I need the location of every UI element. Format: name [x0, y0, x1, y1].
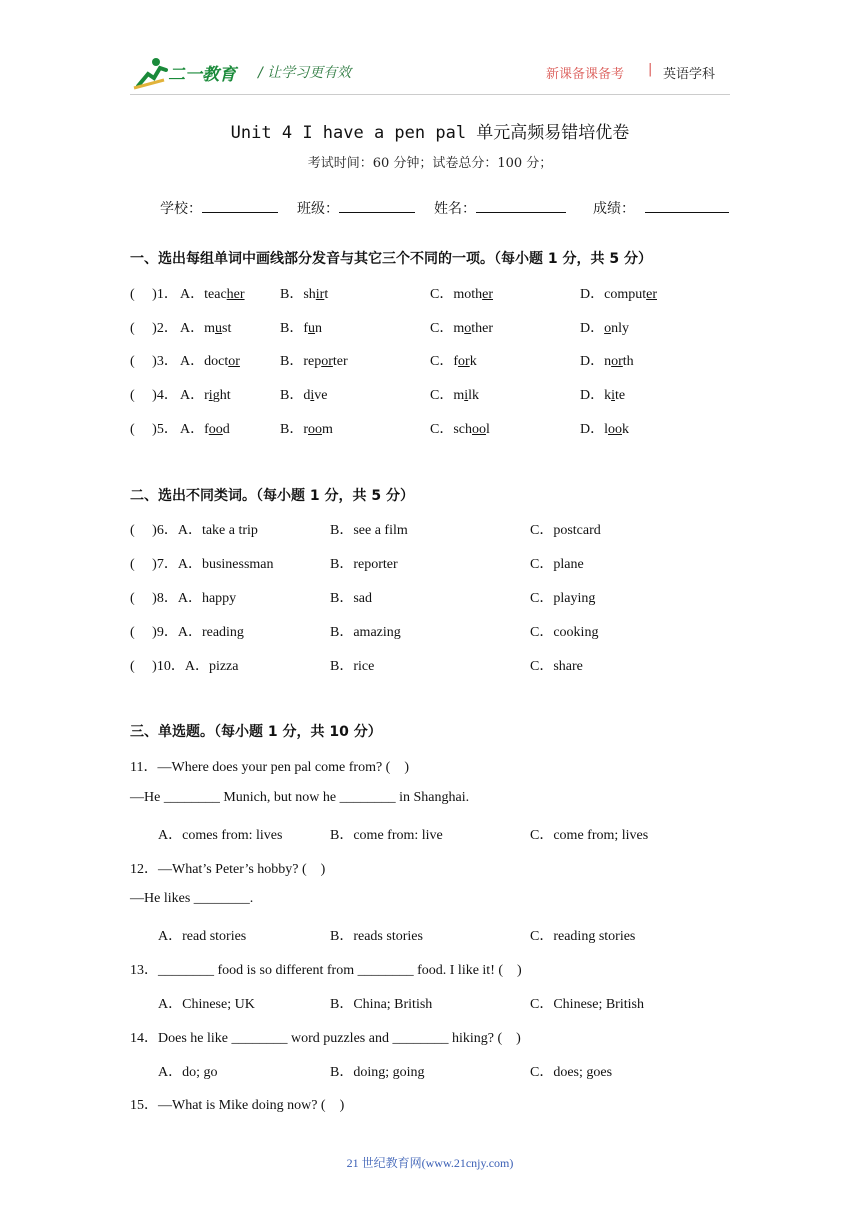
school-label: 学校： — [160, 201, 202, 217]
option-d: D．computer — [580, 287, 658, 302]
question-5-number: ( )5． — [130, 422, 178, 437]
class-field[interactable] — [297, 198, 415, 218]
header-subject: 英语学科 — [663, 67, 716, 82]
header-tagline: 新课备课备考 — [546, 67, 625, 82]
option-a: A．comes from: lives — [158, 828, 283, 843]
option-d: D．kite — [580, 388, 626, 403]
question-9: ( )9．A．reading — [130, 625, 244, 640]
question-4-number: ( )4． — [130, 388, 178, 403]
question-8: ( )8．A．happy — [130, 591, 237, 606]
question-6: ( )6．A．take a trip — [130, 523, 258, 538]
header-divider — [130, 94, 730, 95]
runner-logo-icon — [130, 56, 170, 90]
option-d: D．only — [580, 321, 630, 336]
score-field[interactable] — [593, 198, 729, 218]
name-field[interactable] — [434, 198, 566, 218]
question-10: ( )10．A．pizza — [130, 659, 239, 674]
option-b: B．dive — [280, 388, 328, 403]
option-b: B．China; British — [330, 997, 433, 1012]
option-b: B．rice — [330, 659, 375, 674]
option-b: B．fun — [280, 321, 323, 336]
name-blank[interactable] — [476, 198, 566, 213]
exam-info: 考试时间：60 分钟；试卷总分：100 分； — [307, 156, 553, 171]
option-c: C．school — [430, 422, 490, 437]
question-12-stem: 12．—What’s Peter’s hobby? ( ) — [130, 862, 326, 877]
score-blank[interactable] — [645, 198, 729, 213]
question-7: ( )7．A．businessman — [130, 557, 274, 572]
question-13-stem: 13．________ food is so different from ________ food. I like it! ( ) — [130, 963, 522, 978]
option-b: B．see a film — [330, 523, 408, 538]
school-field[interactable] — [160, 198, 278, 218]
question-2-number: ( )2． — [130, 321, 178, 336]
option-a: A．doctor — [180, 354, 240, 369]
option-c: C．Chinese; British — [530, 997, 644, 1012]
question-1-number: ( )1． — [130, 287, 178, 302]
question-3-number: ( )3． — [130, 354, 178, 369]
page-title: Unit 4 I have a pen pal 单元高频易错培优卷 — [230, 123, 630, 143]
class-label: 班级： — [297, 201, 339, 217]
option-b: B．amazing — [330, 625, 401, 640]
score-label: 成绩： — [593, 201, 635, 217]
question-14-stem: 14．Does he like ________ word puzzles and ________ hiking? ( ) — [130, 1031, 521, 1046]
option-a: A．do; go — [158, 1065, 218, 1080]
section-2-title: 二、选出不同类词。（每小题 1 分，共 5 分） — [130, 488, 414, 504]
option-d: D．look — [580, 422, 630, 437]
option-c: C．mother — [430, 321, 493, 336]
question-11-line: —He ________ Munich, but now he ________ in Shanghai. — [130, 790, 470, 805]
option-c: C．mother — [430, 287, 494, 302]
option-b: B．come from: live — [330, 828, 443, 843]
option-d: D．north — [580, 354, 634, 369]
option-c: C．fork — [430, 354, 477, 369]
question-12-line: —He likes ________. — [130, 891, 254, 906]
school-blank[interactable] — [202, 198, 278, 213]
option-b: B．doing; going — [330, 1065, 425, 1080]
option-a: A．read stories — [158, 929, 247, 944]
option-b: B．reporter — [330, 557, 398, 572]
section-1-title: 一、选出每组单词中画线部分发音与其它三个不同的一项。（每小题 1 分，共 5 分） — [130, 251, 652, 267]
option-a: A．right — [180, 388, 231, 403]
option-c: C．does; goes — [530, 1065, 613, 1080]
option-c: C．playing — [530, 591, 596, 606]
logo-text: 二一教育 — [168, 65, 236, 85]
option-c: C．come from; lives — [530, 828, 649, 843]
option-b: B．reporter — [280, 354, 348, 369]
option-c: C．plane — [530, 557, 584, 572]
slogan: / 让学习更有效 — [258, 65, 352, 81]
option-c: C．cooking — [530, 625, 599, 640]
footer-source: 21 世纪教育网(www.21cnjy.com) — [346, 1156, 514, 1170]
name-label: 姓名： — [434, 201, 476, 217]
option-c: C．reading stories — [530, 929, 636, 944]
option-b: B．reads stories — [330, 929, 423, 944]
option-c: C．postcard — [530, 523, 601, 538]
header-separator: | — [648, 62, 653, 77]
option-a: A．food — [180, 422, 230, 437]
option-c: C．share — [530, 659, 583, 674]
option-c: C．milk — [430, 388, 480, 403]
option-a: A．must — [180, 321, 232, 336]
option-b: B．room — [280, 422, 333, 437]
option-b: B．sad — [330, 591, 372, 606]
question-11-stem: 11．—Where does your pen pal come from? ( ) — [130, 760, 409, 775]
option-a: A．teacher — [180, 287, 245, 302]
class-blank[interactable] — [339, 198, 415, 213]
option-a: A．Chinese; UK — [158, 997, 255, 1012]
option-b: B．shirt — [280, 287, 329, 302]
question-15-stem: 15．—What is Mike doing now? ( ) — [130, 1098, 345, 1113]
section-3-title: 三、单选题。（每小题 1 分，共 10 分） — [130, 724, 382, 740]
